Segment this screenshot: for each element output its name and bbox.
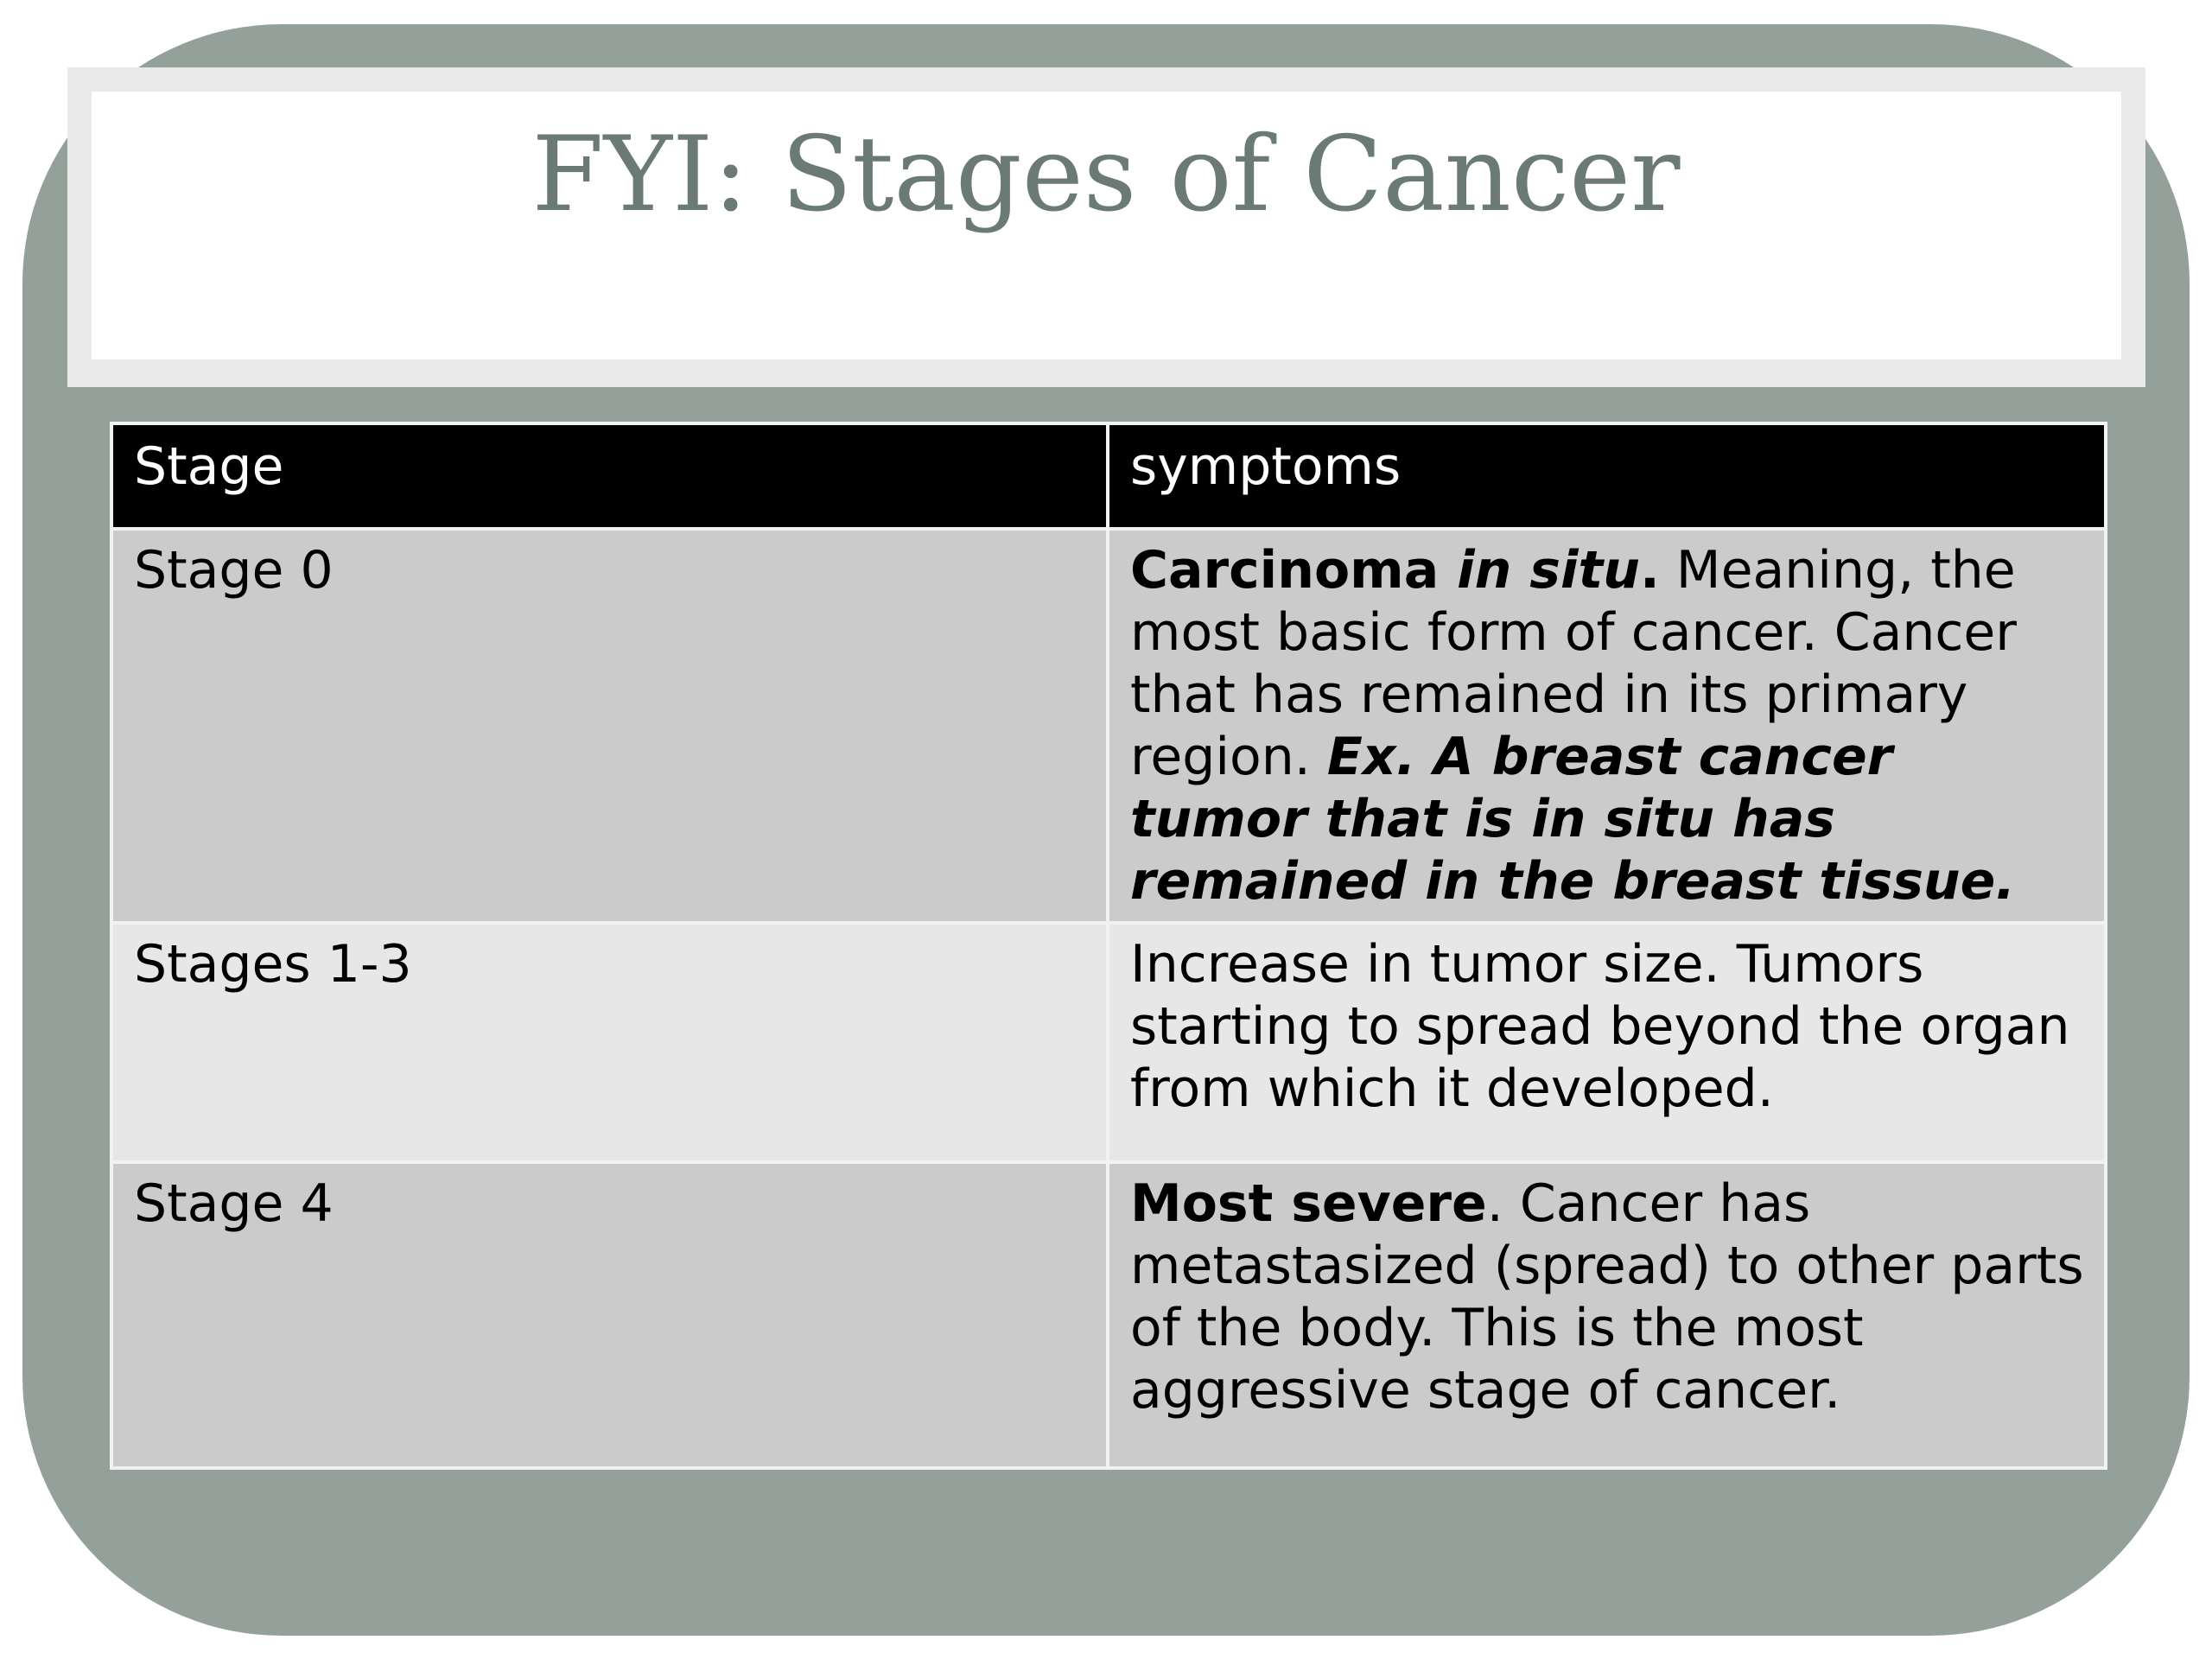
table-row <box>111 1162 2106 1468</box>
symptom-segment: Ex. A breast cancer tumor that is in situ has remained in the breast tissue. <box>1130 727 2016 912</box>
symptoms-cell <box>1108 1162 2106 1468</box>
header-stage: Stage <box>111 423 1108 529</box>
symptoms-cell <box>1108 529 2106 923</box>
symptom-segment: Meaning, the most basic form of cancer. Cancer that has remained in its primary region. <box>1130 540 2017 787</box>
stage-cell: Stage 0 <box>111 529 1108 923</box>
symptom-segment: Increase in tumor size. Tumors starting to spread beyond the organ from which it developed. <box>1130 934 2070 1119</box>
stage-cell: Stage 4 <box>111 1162 1108 1468</box>
symptom-segment: Most severe <box>1130 1173 1487 1234</box>
slide-title: FYI: Stages of Cancer <box>531 115 1681 235</box>
table-header-row <box>111 423 2106 529</box>
symptom-segment: . Cancer has metastasized (spread) to other parts of the body. This is the most aggressive stage of cancer. <box>1130 1173 2084 1421</box>
symptom-segment: Carcinoma <box>1130 540 1458 601</box>
stage-cell: Stages 1-3 <box>111 923 1108 1162</box>
header-symptoms: symptoms <box>1108 423 2106 529</box>
table-row <box>111 529 2106 923</box>
symptom-segment: . <box>1639 540 1660 601</box>
stages-table <box>110 422 2107 1470</box>
symptom-segment: in situ <box>1457 540 1640 601</box>
symptoms-cell <box>1108 923 2106 1162</box>
table-row <box>111 923 2106 1162</box>
